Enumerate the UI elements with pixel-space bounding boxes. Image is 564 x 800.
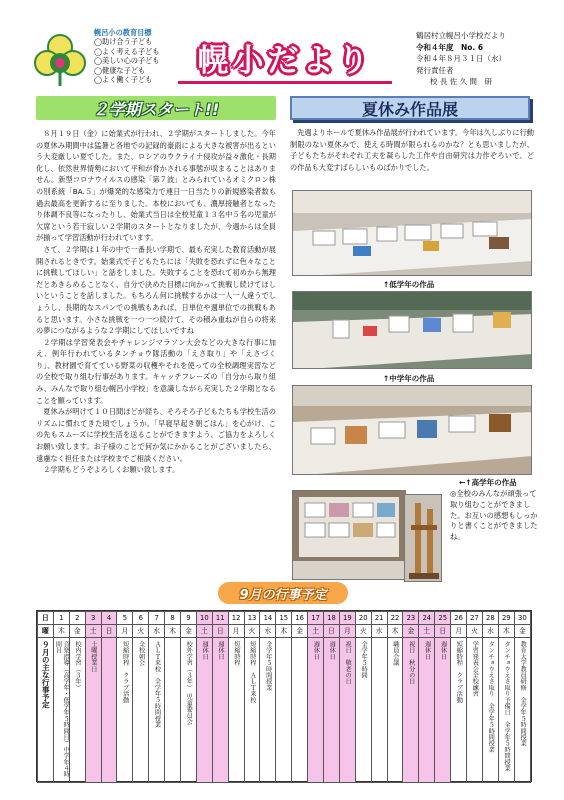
calendar-weekday: 日 [324, 625, 340, 638]
calendar-event: 全学年５時間 [360, 641, 368, 679]
calendar-event-cell [339, 638, 355, 783]
calendar-weekday: 日 [435, 625, 451, 638]
calendar-event: 短縮時程 [232, 641, 240, 666]
calendar-event: 教育大学教員研修 全学年５時間授業 [519, 641, 527, 747]
calendar-event: 祝日 秋分の日 [407, 641, 415, 685]
calendar-day: 22 [387, 612, 403, 625]
photo-middle-grade-works [292, 291, 532, 369]
calendar-weekday: 月 [339, 625, 355, 638]
september-calendar [36, 610, 532, 782]
calendar-day: 8 [165, 612, 181, 625]
calendar-event: 全校朝会 [137, 641, 145, 666]
calendar-day: 30 [514, 612, 530, 625]
calendar-event-cell [498, 638, 514, 783]
calendar-weekday: 金 [403, 625, 419, 638]
school-logo [32, 32, 88, 88]
calendar-day: 29 [498, 612, 514, 625]
calendar-event: 短縮時程 クラブ活動 [121, 641, 129, 703]
calendar-title: ９月の主な行事予定 [41, 641, 51, 709]
calendar-weekday: 土 [196, 625, 212, 638]
calendar-weekday: 月 [228, 625, 244, 638]
calendar-event: 週休日 [201, 641, 209, 660]
calendar-event-cell [514, 638, 530, 783]
calendar-event: 祝日 敬老の日 [344, 641, 352, 685]
calendar-event-cell [324, 638, 340, 783]
calendar-event: 学習発表会全校練習 [471, 641, 479, 697]
calendar-event-cell [308, 638, 324, 783]
calendar-event: 週休日 [312, 641, 320, 660]
education-goals [94, 28, 160, 84]
goal-item: ◯助け合う子ども [94, 37, 153, 47]
calendar-event-cell [467, 638, 483, 783]
calendar-event-cell [292, 638, 308, 783]
calendar-event-cell [69, 638, 85, 783]
calendar-event-cell [451, 638, 467, 783]
calendar-weekday: 金 [69, 625, 85, 638]
calendar-weekday: 水 [149, 625, 165, 638]
caption-middle-grade: ↑中学年の作品 [383, 374, 435, 383]
calendar-weekday: 金 [181, 625, 197, 638]
calendar-day: 11 [212, 612, 228, 625]
works-comment: ◎全校のみんなが頑張って取り組むことができました。お互いの感想もしっかりと書くことができましたね。 [450, 489, 538, 542]
calendar-day: 9 [181, 612, 197, 625]
calendar-day: 13 [244, 612, 260, 625]
caption-lower-grade: ↑低学年の作品 [383, 280, 435, 289]
calendar-weekday: 土 [308, 625, 324, 638]
calendar-weekday: 木 [498, 625, 514, 638]
calendar-event: タンチョウえさ取り 全学年５時間授業 [487, 641, 495, 753]
calendar-weekday: 木 [53, 625, 69, 638]
calendar-day: 23 [403, 612, 419, 625]
calendar-day: 10 [196, 612, 212, 625]
calendar-day: 1 [53, 612, 69, 625]
calendar-event: 週休日 [328, 641, 336, 660]
calendar-event: ＡＬＴ来校 全学年５時間授業 [153, 641, 161, 728]
calendar-event: タンチョウえさ取り予備日 全学年５時間授業 [503, 641, 511, 772]
calendar-event-cell [133, 638, 149, 783]
calendar-weekday: 火 [244, 625, 260, 638]
calendar-event-cell [403, 638, 419, 783]
calendar-event: 短縮時程 ＡＬＴ来校 [248, 641, 256, 703]
calendar-weekday: 木 [276, 625, 292, 638]
school-name: 鶴居村立幌呂小学校だより [416, 31, 506, 40]
calendar-weekday: 火 [133, 625, 149, 638]
calendar-weekday: 日 [212, 625, 228, 638]
calendar-event: 土曜授業日 [89, 641, 97, 672]
calendar-event-cell [53, 638, 69, 783]
photo-upper-grade-structure [404, 494, 442, 582]
publication-info [416, 30, 506, 88]
issue-number: 令和４年度 No. 6 [416, 42, 484, 52]
calendar-event-cell [244, 638, 260, 783]
calendar-day: 6 [133, 612, 149, 625]
calendar-event-cell [260, 638, 276, 783]
calendar-day: 28 [482, 612, 498, 625]
article-second-term [36, 128, 276, 476]
calendar-event-cell [419, 638, 435, 783]
calendar-day: 19 [339, 612, 355, 625]
calendar-weekday: 水 [482, 625, 498, 638]
calendar-event-cell [101, 638, 117, 783]
article-paragraph: ８月１９日（金）に始業式が行われ、２学期がスタートしました。今年の夏休み期間中は猛暑と各地での記録的豪雨による大きな被害が出るという大変厳しい夏でした。また、ロシアのウクライナ侵攻が益々激化・長期化し、依然世界情勢において平和が脅かされる事態が収まることはありません。新型コロナウイルスの感染「第７波」とみられているオミクロン株の別系統「BA.５」が爆発的な感染力で連日一日当たりの新規感染者数も過去最高を更新するに至りました。本校においても、濃厚接触者となったり体調不良等になったりし、始業式当日は全校児童１３名中５名の児童が欠席という若干寂しい２学期のスタートとなりましたが、今週からは全員が揃って学習活動が行われています。 [36, 129, 276, 243]
calendar-day: 21 [371, 612, 387, 625]
article-paragraph: ２学期もどうぞよろしくお願い致します。 [43, 465, 180, 475]
goal-item: ◯よく考える子ども [94, 46, 160, 56]
calendar-event: 職員会議 [391, 641, 399, 666]
goal-item: ◯健康な子ども [94, 65, 146, 75]
calendar-day: 12 [228, 612, 244, 625]
section-banner-summer-works: 夏休み作品展 [290, 96, 530, 120]
article-paragraph: ２学期は学習発表会やチャレンジマラソン大会などの大きな行事に加え、例年行われているタンチョウ隊活動の「えさ取り」や「えさづくり」、教材園で育てている野菜の収穫やそれを使っての全校調理実習などの全校で取り組む行事があります。キャッチフレーズの「自分から取り組み、みんなで取り組む幌呂小学校」を意識しながら充実した２学期となることを願っています。 [36, 337, 276, 405]
calendar-event: 週休日 [439, 641, 447, 660]
calendar-event: 校内学習（３年） [74, 641, 82, 691]
calendar-event: 週休日 [423, 641, 431, 660]
calendar-day: 26 [451, 612, 467, 625]
calendar-day: 2 [69, 612, 85, 625]
calendar-day: 17 [308, 612, 324, 625]
section-banner-second-term: ２学期スタート!! [36, 96, 276, 120]
calendar-day: 7 [149, 612, 165, 625]
calendar-event-cell [149, 638, 165, 783]
calendar-event-cell [117, 638, 133, 783]
calendar-day: 15 [276, 612, 292, 625]
calendar-day: 25 [435, 612, 451, 625]
calendar-event: 校外学習（３年） 児童委員会 [185, 641, 193, 725]
newsletter-title: 幌小だより [180, 34, 390, 80]
calendar-day: 4 [101, 612, 117, 625]
goal-item: ◯美しい心の子ども [94, 56, 160, 66]
calendar-weekday: 月 [117, 625, 133, 638]
calendar-day: 5 [117, 612, 133, 625]
calendar-weekday: 土 [419, 625, 435, 638]
calendar-weekday: 木 [387, 625, 403, 638]
calendar-weekday: 水 [371, 625, 387, 638]
calendar-event-cell [196, 638, 212, 783]
calendar-event-cell [355, 638, 371, 783]
calendar-banner: 9月の行事予定 [218, 582, 348, 604]
calendar-day: 27 [467, 612, 483, 625]
goal-item: ◯よく働く子ども [94, 75, 153, 85]
calendar-weekday: 火 [355, 625, 371, 638]
goals-title: 幌呂小の教育目標 [94, 28, 152, 37]
calendar-event: 全学年５時間授業 [264, 641, 272, 691]
calendar-day: 14 [260, 612, 276, 625]
publisher-label: 発行責任者 [416, 65, 454, 75]
calendar-event: 短縮時程 クラブ活動 [455, 641, 463, 703]
calendar-weekday: 木 [165, 625, 181, 638]
calendar-day: 3 [85, 612, 101, 625]
calendar-event-cell [181, 638, 197, 783]
calendar-event-cell [85, 638, 101, 783]
calendar-weekday: 水 [260, 625, 276, 638]
calendar-event-cell [228, 638, 244, 783]
calendar-event-cell [435, 638, 451, 783]
publisher-name: 校 長 佐 久 間 研 [430, 77, 493, 86]
article-paragraph: さて、２学期は１年の中で一番長い学期で、最も充実した教育活動が展開されるときです。始業式で子どもたちには「失敗を恐れずに色々なことに挑戦してほしい」と話をしました。失敗することを恐れて初めから無理だとあきらめることなく、自分で決めた目標に向かって挑戦し続けてほしいということを話しました。もちろん何に挑戦するかは一人一人違うでしょうし、長期的なスパンでの挑戦もあれば、日単位や週単位での挑戦もあると思います。小さな挑戦を一つ一つ続けて、その積み重ねが自らの将来の夢につながるような２学期にしてほしいですね [36, 244, 276, 336]
calendar-event-cell [371, 638, 387, 783]
calendar-day: 18 [324, 612, 340, 625]
calendar-weekday: 月 [451, 625, 467, 638]
calendar-weekday: 金 [292, 625, 308, 638]
calendar-event: 週休日 [217, 641, 225, 660]
caption-upper-grade: ←↑高学年の作品 [459, 478, 517, 487]
photo-lower-grade-works [292, 190, 532, 276]
calendar-event-cell [387, 638, 403, 783]
article-paragraph: 夏休みが明けて１０日間ほどが経ち、そろそろ子どもたちも学校生活のリズムに慣れてきた頃でしょうか。「早寝早起き朝ごはん」を心がけ、この先もスムーズに学校生活を送ることができますよう、ご協力をよろしくお願い致します。お子様のことで何か気にかかることがございましたら、遠慮なく担任または学校までご相談ください。 [36, 407, 276, 463]
weekday-header: 曜 [38, 625, 54, 638]
calendar-event-cell [165, 638, 181, 783]
calendar-weekday: 金 [514, 625, 530, 638]
calendar-day: 20 [355, 612, 371, 625]
calendar-event-cell [276, 638, 292, 783]
summer-works-intro: 先週よりホールで夏休み作品展が行われています。今年は久しぶりに行動制限のない夏休みで、使える時間が限られるのかな？とも思いましたが、子どもたちがそれぞれ工夫を凝らした工作や自由研究は力作ぞろいで、どの作品も大変すばらしいものばかりでした。 [290, 128, 534, 172]
calendar-weekday: 火 [467, 625, 483, 638]
calendar-event-cell [212, 638, 228, 783]
day-header: 日 [38, 612, 54, 625]
issue-date: 令和４年８月３１日（水） [416, 54, 506, 63]
photo-upper-grade-display [292, 490, 406, 580]
calendar-event-cell [482, 638, 498, 783]
calendar-day: 24 [419, 612, 435, 625]
photo-upper-grade-works [292, 385, 532, 475]
calendar-weekday: 土 [85, 625, 101, 638]
calendar-day: 16 [292, 612, 308, 625]
calendar-event: 音楽指導（高学年・低学年５時間目）中学年４時間目 [54, 641, 70, 778]
calendar-title-cell [38, 638, 54, 783]
calendar-weekday: 日 [101, 625, 117, 638]
